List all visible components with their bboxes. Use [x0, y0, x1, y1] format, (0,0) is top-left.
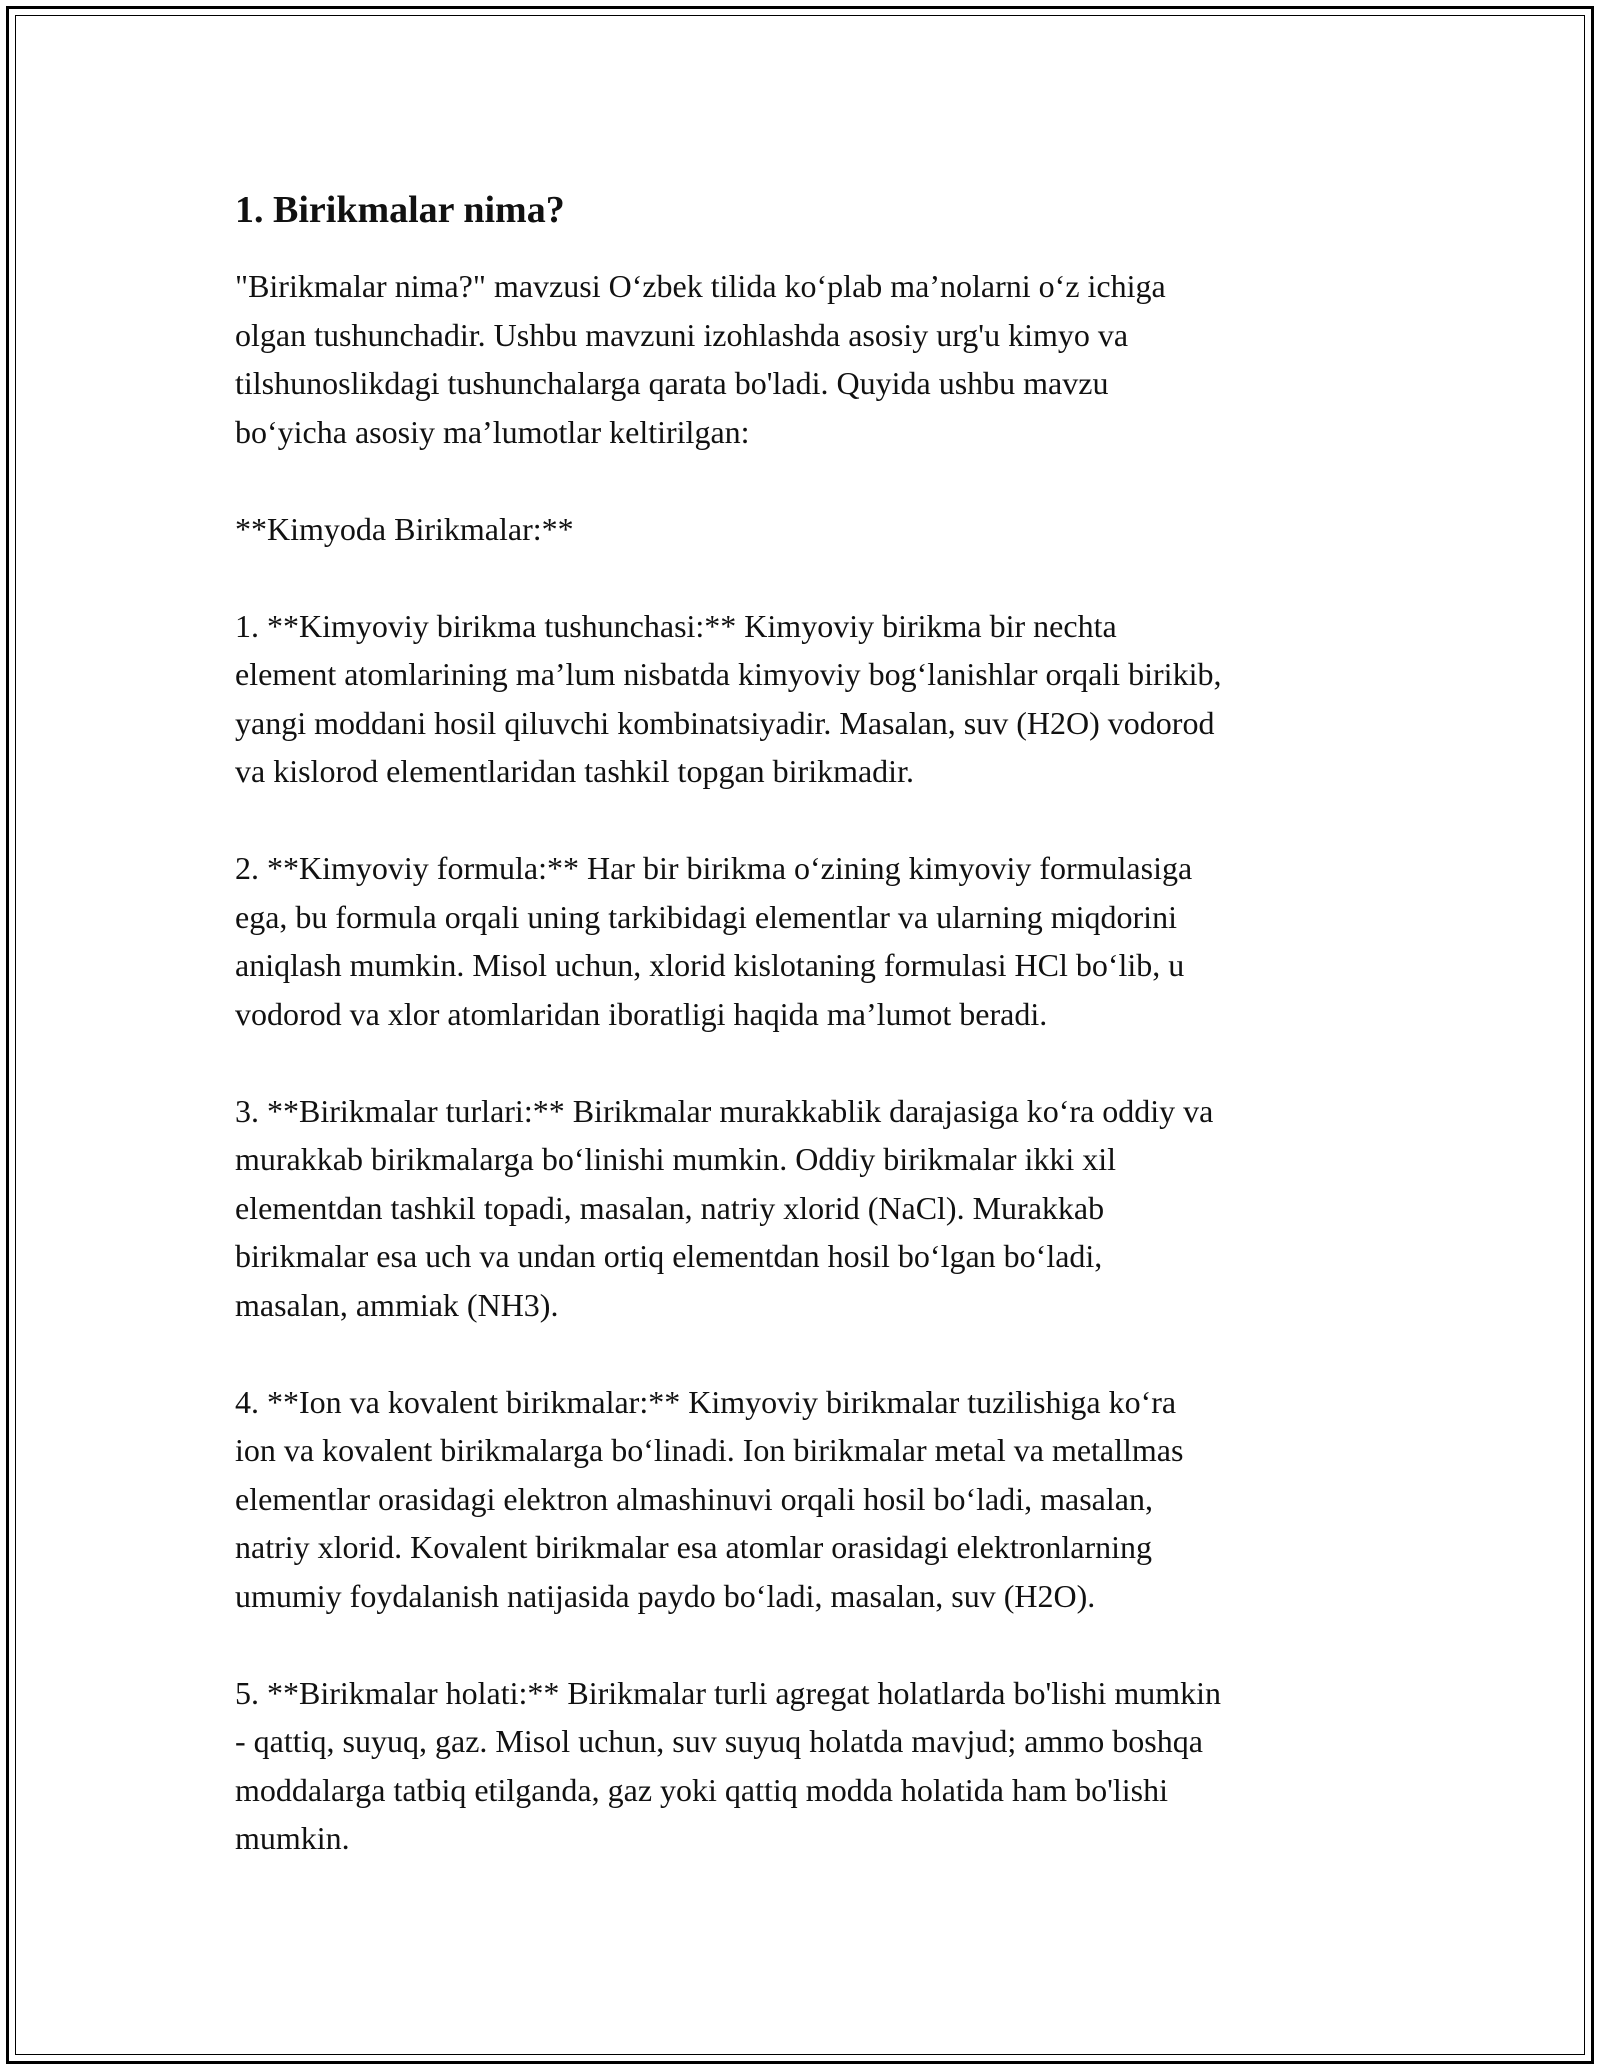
text-line: **Kimyoda Birikmalar:**	[235, 510, 574, 547]
text-line: umumiy foydalanish natijasida paydo bo‘ladi, masalan, suv (H2O).	[235, 1577, 1096, 1614]
text-line: va kislorod elementlaridan tashkil topgan birikmadir.	[235, 753, 914, 789]
document-title: 1. Birikmalar nima?	[235, 189, 565, 231]
text-line: tilshunoslikdagi tushunchalarga qarata bo'ladi. Quyida ushbu mavzu	[235, 365, 1109, 401]
text-line: 4. **Ion va kovalent birikmalar:** Kimyoviy birikmalar tuzilishiga ko‘ra	[235, 1383, 1177, 1420]
paragraph	[235, 1087, 1385, 1330]
text-line: olgan tushunchadir. Ushbu mavzuni izohlashda asosiy urg'u kimyo va	[235, 316, 1129, 353]
text-line: murakkab birikmalarga bo‘linishi mumkin. Oddiy birikmalar ikki xil	[235, 1141, 1117, 1177]
document-content	[235, 186, 1385, 1911]
text-line: birikmalar esa uch va undan ortiq elementdan hosil bo‘lgan bo‘ladi,	[235, 1238, 1103, 1274]
text-line: moddalarga tatbiq etilganda, gaz yoki qattiq modda holatida ham bo'lishi	[235, 1771, 1168, 1808]
text-line: 3. **Birikmalar turlari:** Birikmalar murakkablik darajasiga ko‘ra oddiy va	[235, 1092, 1214, 1129]
text-line: 1. **Kimyoviy birikma tushunchasi:** Kimyoviy birikma bir nechta	[235, 607, 1117, 644]
text-line: vodorod va xlor atomlaridan iboratligi haqida ma’lumot beradi.	[235, 995, 1048, 1032]
text-line: 5. **Birikmalar holati:** Birikmalar turli agregat holatlarda bo'lishi mumkin	[235, 1674, 1221, 1711]
paragraph	[235, 1378, 1385, 1621]
text-line: - qattiq, suyuq, gaz. Misol uchun, suv suyuq holatda mavjud; ammo boshqa	[235, 1723, 1203, 1759]
text-line: element atomlarining ma’lum nisbatda kimyoviy bog‘lanishlar orqali birikib,	[235, 656, 1222, 692]
text-line: yangi moddani hosil qiluvchi kombinatsiyadir. Masalan, suv (H2O) vodorod	[235, 704, 1215, 741]
text-line: ega, bu formula orqali uning tarkibidagi elementlar va ularning miqdorini	[235, 898, 1177, 935]
text-line: natriy xlorid. Kovalent birikmalar esa atomlar orasidagi elektronlarning	[235, 1529, 1153, 1565]
paragraph-list	[235, 262, 1385, 1863]
text-line: aniqlash mumkin. Misol uchun, xlorid kislotaning formulasi HCl bo‘lib, u	[235, 947, 1185, 983]
text-line: elementdan tashkil topadi, masalan, natriy xlorid (NaCl). Murakkab	[235, 1189, 1105, 1226]
paragraph	[235, 505, 1385, 554]
text-line: 2. **Kimyoviy formula:** Har bir birikma o‘zining kimyoviy formulasiga	[235, 850, 1193, 886]
paragraph	[235, 1669, 1385, 1863]
text-line: ion va kovalent birikmalarga bo‘linadi. Ion birikmalar metal va metallmas	[235, 1432, 1184, 1468]
text-line: bo‘yicha asosiy ma’lumotlar keltirilgan:	[235, 413, 750, 450]
text-line: masalan, ammiak (NH3).	[235, 1286, 559, 1323]
paragraph	[235, 602, 1385, 796]
paragraph	[235, 262, 1385, 456]
text-line: mumkin.	[235, 1820, 350, 1856]
text-line: "Birikmalar nima?" mavzusi O‘zbek tilida ko‘plab ma’nolarni o‘z ichiga	[235, 268, 1166, 304]
text-line: elementlar orasidagi elektron almashinuvi orqali hosil bo‘ladi, masalan,	[235, 1480, 1153, 1517]
paragraph	[235, 844, 1385, 1038]
